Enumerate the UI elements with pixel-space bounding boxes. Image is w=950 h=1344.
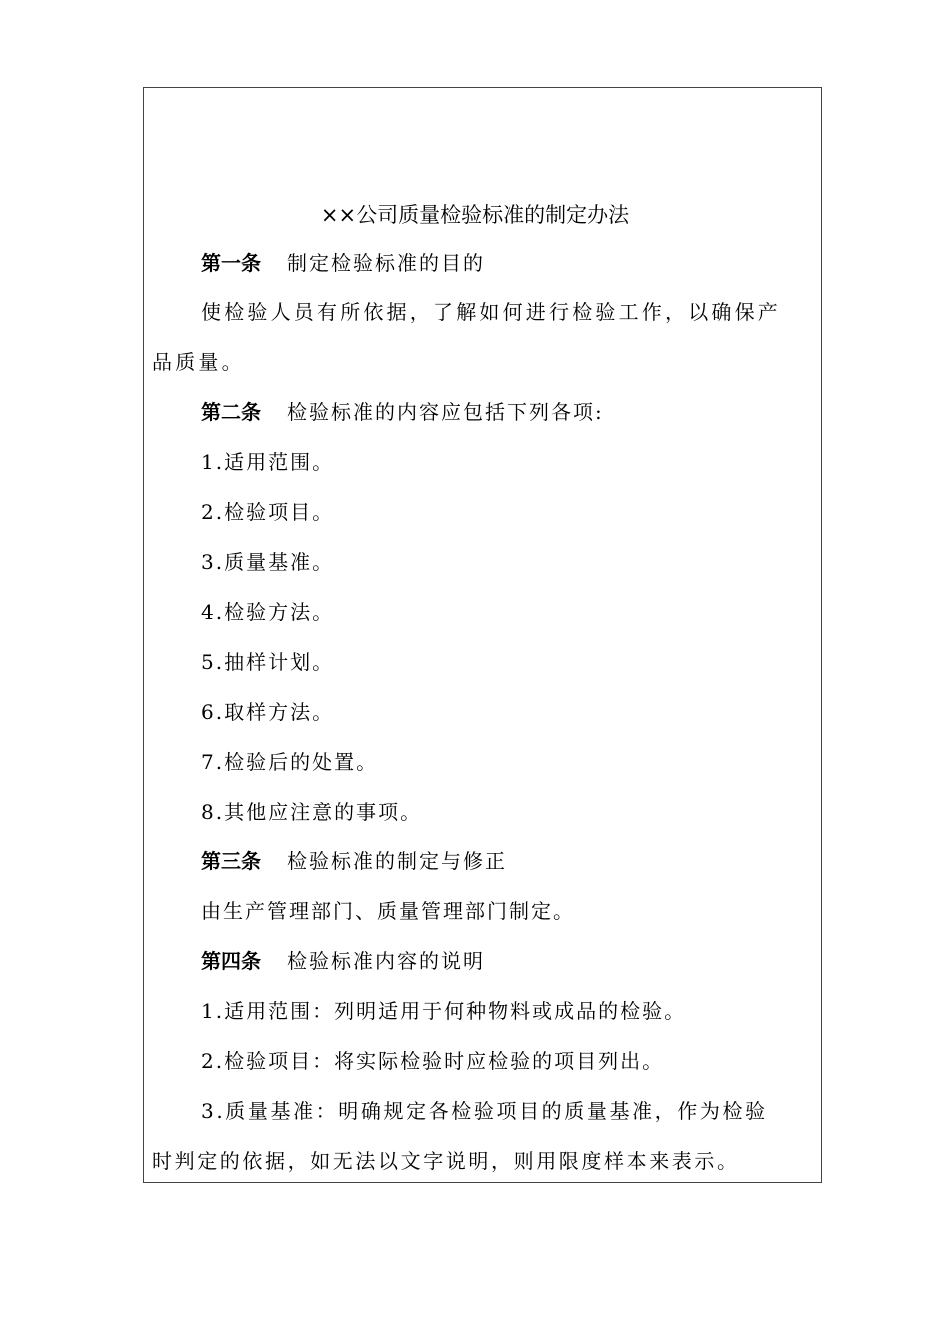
article-4-number: 第四条: [201, 949, 261, 973]
article-2-number: 第二条: [201, 400, 261, 424]
document-title: ××公司质量检验标准的制定办法: [320, 203, 630, 227]
article-4-title: 检验标准内容的说明: [287, 949, 485, 973]
article-2-item-1: 1.适用范围。: [201, 450, 335, 474]
article-3-paragraph: 由生产管理部门、质量管理部门制定。: [201, 899, 575, 923]
article-4-heading: [201, 946, 485, 976]
article-3-heading: [201, 846, 507, 876]
article-2-item-3: 3.质量基准。: [201, 550, 335, 574]
article-1-heading: [201, 248, 485, 278]
article-4-item-3-line-1: 3.质量基准：明确规定各检验项目的质量基准，作为检验: [201, 1099, 768, 1123]
article-2-heading: [201, 397, 604, 427]
article-1-paragraph-line-1: 使检验人员有所依据，了解如何进行检验工作，以确保产: [201, 300, 781, 324]
article-2-title: 检验标准的内容应包括下列各项:: [287, 400, 604, 424]
article-1-title: 制定检验标准的目的: [287, 251, 485, 275]
article-2-item-7: 7.检验后的处置。: [201, 750, 379, 774]
article-4-item-1: 1.适用范围：列明适用于何种物料或成品的检验。: [201, 999, 687, 1023]
article-3-title: 检验标准的制定与修正: [287, 849, 507, 873]
article-3-number: 第三条: [201, 849, 261, 873]
article-2-item-8: 8.其他应注意的事项。: [201, 800, 423, 824]
article-1-paragraph-line-2: 品质量。: [152, 350, 245, 374]
article-2-item-2: 2.检验项目。: [201, 500, 335, 524]
article-4-item-3-line-2: 时判定的依据，如无法以文字说明，则用限度样本来表示。: [152, 1149, 740, 1173]
article-2-item-6: 6.取样方法。: [201, 700, 335, 724]
article-1-number: 第一条: [201, 251, 261, 275]
article-4-item-2: 2.检验项目：将实际检验时应检验的项目列出。: [201, 1049, 665, 1073]
article-2-item-4: 4.检验方法。: [201, 600, 335, 624]
article-2-item-5: 5.抽样计划。: [201, 650, 335, 674]
